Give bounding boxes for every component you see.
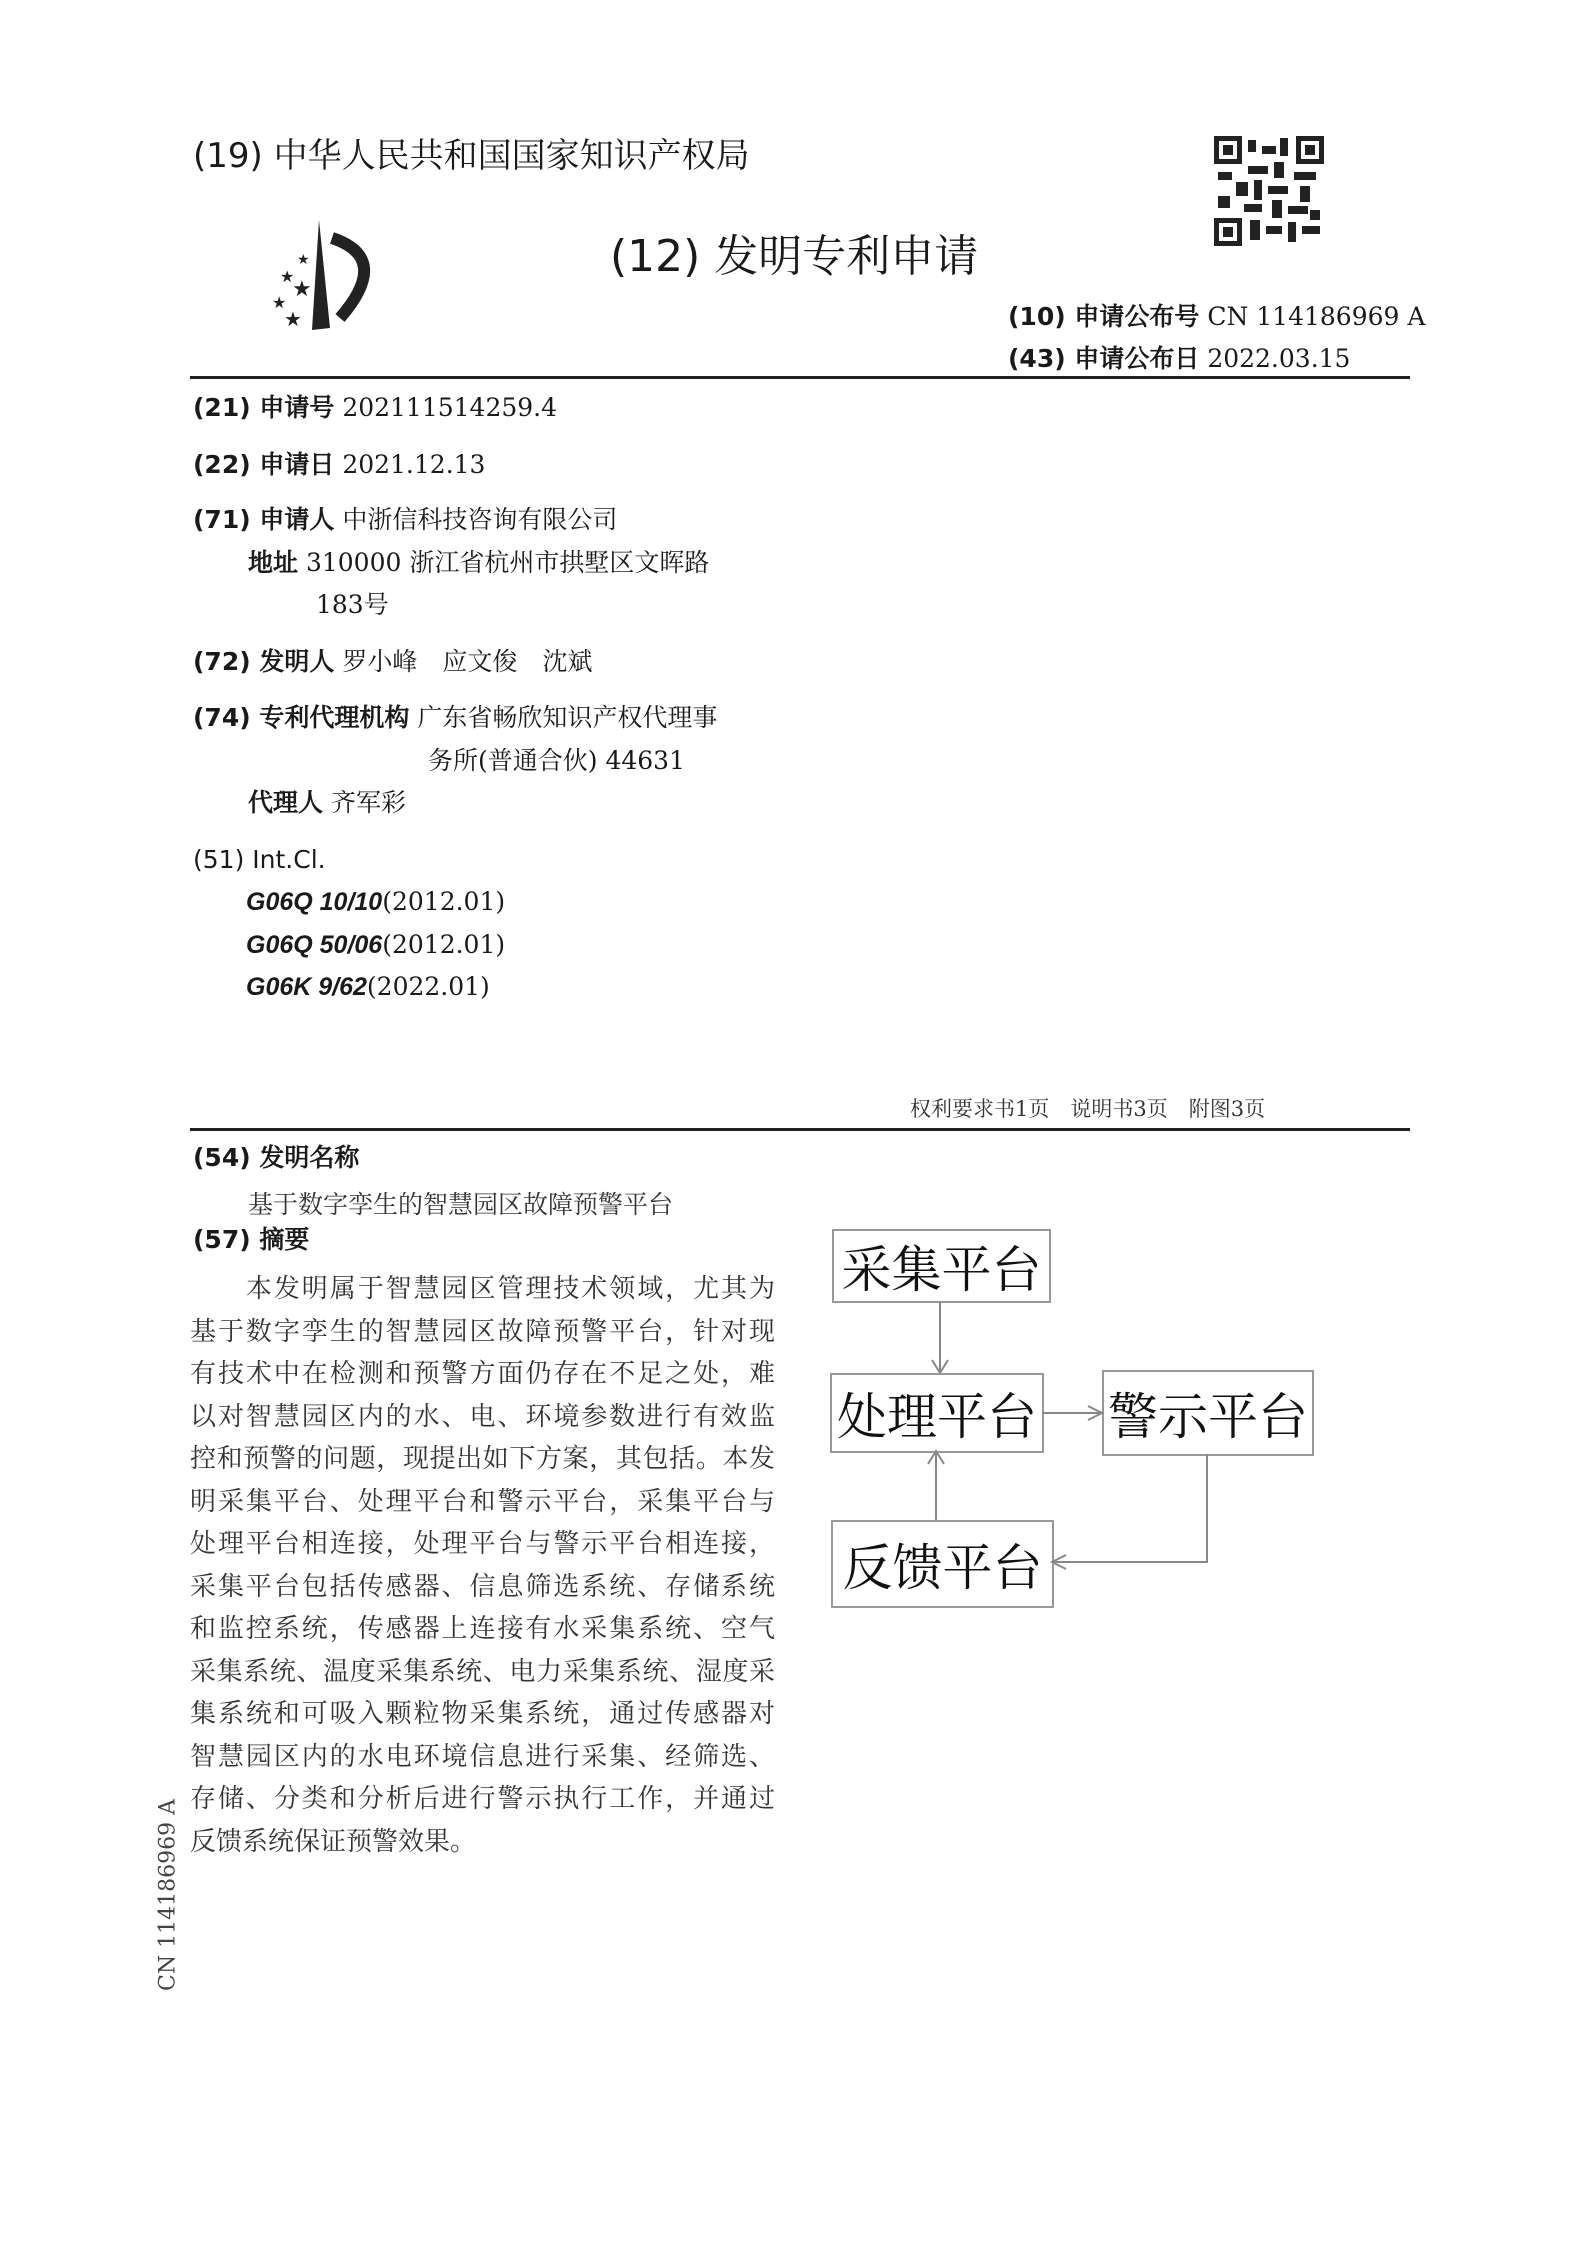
applicant: 中浙信科技咨询有限公司 [342,505,618,534]
agency-line-1: 广东省畅欣知识产权代理事 [417,703,718,732]
svg-text:★: ★ [272,293,287,312]
abstract-line: 基于数字孪生的智慧园区故障预警平台，针对现 [190,1316,775,1347]
applicant-row [193,505,617,535]
agent-label: 代理人 [248,788,324,817]
abstract-line: 有技术中在检测和预警方面仍存在不足之处，难 [190,1359,775,1389]
application-number-row [193,393,557,423]
abstract-line: 反馈系统保证预警效果。 [190,1826,477,1857]
abstract-line: 和监控系统，传感器上连接有水采集系统、空气 [190,1614,775,1644]
svg-text:★: ★ [292,277,312,302]
application-date: 2021.12.13 [342,450,486,479]
svg-text:★: ★ [284,307,302,331]
abstract-line: 控和预警的问题，现提出如下方案，其包括。本发 [190,1444,775,1474]
qr-code-icon[interactable] [1214,136,1324,246]
publication-number-row [1008,302,1425,332]
section-divider [190,1128,1410,1131]
inventors: 罗小峰 应文俊 沈斌 [342,647,593,676]
abstract-line: 本发明属于智慧园区管理技术领域，尤其为 [190,1274,775,1304]
office-name: (19) 中华人民共和国国家知识产权局 [193,136,750,176]
abstract-line: 明采集平台、处理平台和警示平台，采集平台与 [190,1486,775,1517]
publication-date-label: (43) 申请公布日 [1008,344,1200,373]
ipc-code: G06Q 50/06 [246,931,383,959]
side-publication-number: CN 114186969 A [155,1799,181,1991]
abstract-line: 存储、分类和分析后进行警示执行工作，并通过 [190,1784,775,1814]
arrow-process-to-alert [1042,1406,1102,1420]
ipc-version: (2012.01) [382,930,506,959]
abstract-line: 以对智慧园区内的水、电、环境参数进行有效监 [190,1401,775,1432]
ipc-item [246,930,505,960]
ipc-version: (2022.01) [366,972,490,1001]
header-divider [190,376,1410,379]
arrow-collect-to-process [932,1301,948,1373]
arrow-alert-to-feedback [1052,1454,1207,1569]
address-label: 地址 [248,548,299,577]
ipc-code: G06K 9/62 [246,973,367,1001]
abstract-line: 处理平台相连接，处理平台与警示平台相连接， [190,1529,775,1559]
abstract-line: 集系统和可吸入颗粒物采集系统，通过传感器对 [190,1699,775,1729]
publication-date-row [1008,344,1350,374]
application-number-label: (21) 申请号 [193,393,335,422]
ipc-code: G06Q 10/10 [246,888,383,916]
invention-title: 基于数字孪生的智慧园区故障预警平台 [248,1190,674,1219]
agency-row [193,703,717,733]
application-date-label: (22) 申请日 [193,450,335,479]
agency-line-2: 务所(普通合伙) 44631 [428,746,685,775]
publication-date: 2022.03.15 [1207,344,1351,373]
applicant-label: (71) 申请人 [193,505,335,534]
address-line-1: 310000 浙江省杭州市拱墅区文晖路 [305,548,710,577]
arrow-feedback-to-process [928,1451,944,1520]
application-date-row [193,450,485,480]
address-row [248,548,709,578]
address-line-2: 183号 [316,590,389,619]
page-counts: 权利要求书1页 说明书3页 附图3页 [910,1097,1266,1121]
publication-number-label: (10) 申请公布号 [1008,302,1200,331]
ipc-item [246,972,490,1002]
diagram-box-feedback: 反馈平台 [831,1520,1054,1608]
application-number: 202111514259.4 [342,393,558,422]
agent: 齐军彩 [330,788,406,817]
document-type: (12) 发明专利申请 [610,231,979,282]
ipc-label: (51) Int.Cl. [193,845,326,874]
diagram-box-alert: 警示平台 [1102,1370,1314,1456]
diagram-box-process: 处理平台 [830,1373,1044,1453]
abstract-line: 智慧园区内的水电环境信息进行采集、经筛选、 [190,1741,775,1772]
ipc-item [246,887,505,917]
agency-label: (74) 专利代理机构 [193,703,410,732]
abstract-line: 采集系统、温度采集系统、电力采集系统、湿度采 [190,1656,775,1687]
inventor-label: (72) 发明人 [193,647,335,676]
svg-text:★: ★ [297,252,310,268]
publication-number: CN 114186969 A [1207,302,1426,331]
inventor-row [193,647,592,677]
cnipa-logo-icon [262,218,412,338]
ipc-version: (2012.01) [382,887,506,916]
abstract-label: (57) 摘要 [193,1225,310,1254]
diagram-box-collect: 采集平台 [832,1229,1051,1303]
svg-text:★: ★ [280,267,295,286]
title-label: (54) 发明名称 [193,1143,360,1172]
abstract-line: 采集平台包括传感器、信息筛选系统、存储系统 [190,1571,775,1602]
agent-row [248,788,406,818]
